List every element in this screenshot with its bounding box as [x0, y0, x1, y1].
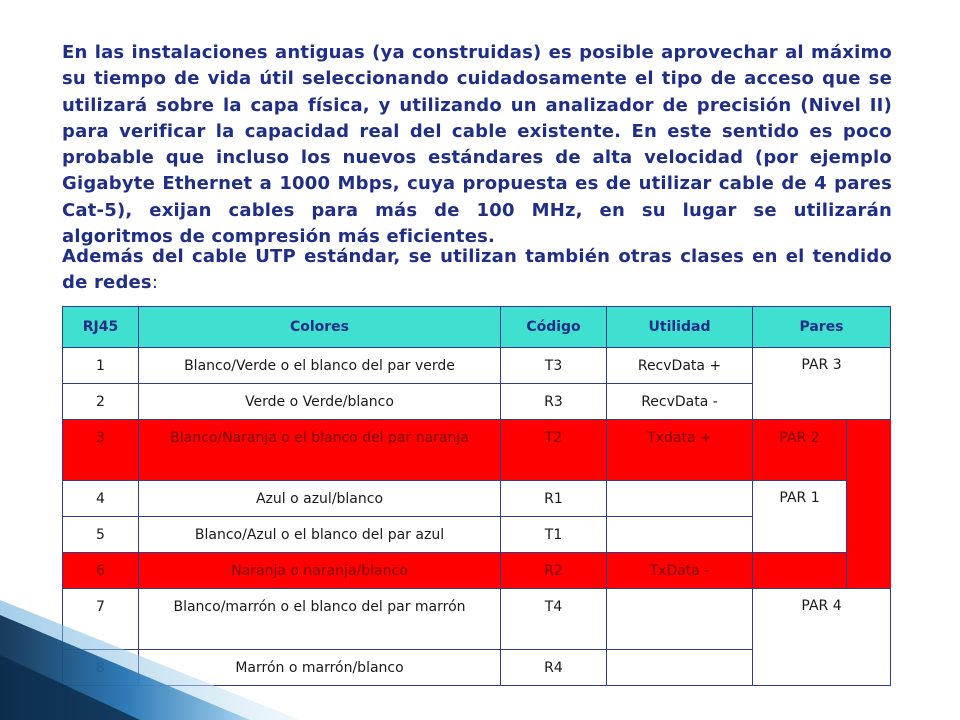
- intro-paragraph: [62, 40, 892, 250]
- cell-colores: Naranja o naranja/blanco: [139, 553, 501, 589]
- cell-colores: Verde o Verde/blanco: [139, 384, 501, 420]
- paragraph-line: Además del cable UTP estándar, se utilizan también otras clases en el tendido: [62, 246, 892, 267]
- cell-rj45: 6: [63, 553, 139, 589]
- header-pares: Pares: [753, 307, 891, 348]
- cell-utilidad: RecvData -: [607, 384, 753, 420]
- table-row: [63, 348, 891, 384]
- cell-rj45: 4: [63, 481, 139, 517]
- cell-rj45: 5: [63, 517, 139, 553]
- paragraph-line: para verificar la capacidad real del cable existente. En este sentido es poco: [62, 120, 892, 142]
- paragraph-line: utilizará sobre la capa física, y utilizando un analizador de precisión (Nivel II): [62, 94, 892, 116]
- highlight-strip: [847, 420, 891, 589]
- cell-codigo: R2: [501, 553, 607, 589]
- paragraph-line-text: de redes: [62, 272, 152, 294]
- cell-rj45: 2: [63, 384, 139, 420]
- paragraph-line: [62, 270, 892, 296]
- decorative-swoosh: [0, 560, 300, 720]
- cell-utilidad: [607, 589, 753, 650]
- paragraph-line: Cat-5), exijan cables para más de 100 MHz, en su lugar se utilizarán: [62, 199, 892, 221]
- table-header-row: [63, 307, 891, 348]
- cable-classes-paragraph: [62, 244, 892, 297]
- cell-utilidad: [607, 481, 753, 517]
- cell-codigo: T4: [501, 589, 607, 650]
- cell-codigo: R3: [501, 384, 607, 420]
- cell-rj45: 3: [63, 420, 139, 481]
- cell-rj45: 7: [63, 589, 139, 650]
- cell-utilidad: Txdata +: [607, 420, 753, 481]
- table-row-highlighted: [63, 420, 891, 481]
- cell-pares: PAR 4: [753, 589, 891, 686]
- cell-utilidad: RecvData +: [607, 348, 753, 384]
- header-codigo: Código: [501, 307, 607, 348]
- cell-codigo: R1: [501, 481, 607, 517]
- header-colores: Colores: [139, 307, 501, 348]
- cell-colores: Azul o azul/blanco: [139, 481, 501, 517]
- cell-rj45: 1: [63, 348, 139, 384]
- cell-codigo: T2: [501, 420, 607, 481]
- cell-pares-empty: [753, 553, 847, 589]
- cell-utilidad: [607, 650, 753, 686]
- cell-utilidad: TxData -: [607, 553, 753, 589]
- table-row: [63, 481, 891, 517]
- cell-pares: PAR 3: [753, 348, 891, 420]
- cell-utilidad: [607, 517, 753, 553]
- paragraph-line: probable que incluso los nuevos estándares de alta velocidad (por ejemplo: [62, 147, 892, 169]
- cell-colores: Blanco/Verde o el blanco del par verde: [139, 348, 501, 384]
- cell-codigo: T3: [501, 348, 607, 384]
- header-utilidad: Utilidad: [607, 307, 753, 348]
- cell-colores: Marrón o marrón/blanco: [139, 650, 501, 686]
- cell-colores: Blanco/Azul o el blanco del par azul: [139, 517, 501, 553]
- cell-pares: PAR 2: [753, 420, 847, 481]
- paragraph-colon: :: [151, 272, 159, 294]
- paragraph-line: Gigabyte Ethernet a 1000 Mbps, cuya propuesta es de utilizar cable de 4 pares: [62, 173, 892, 195]
- cell-colores: Blanco/marrón o el blanco del par marrón: [139, 589, 501, 650]
- cell-colores: Blanco/Naranja o el blanco del par naranja: [139, 420, 501, 481]
- cell-codigo: T1: [501, 517, 607, 553]
- cell-codigo: R4: [501, 650, 607, 686]
- header-rj45: RJ45: [63, 307, 139, 348]
- paragraph-line: su tiempo de vida útil seleccionando cuidadosamente el tipo de acceso que se: [62, 68, 892, 90]
- cell-pares: PAR 1: [753, 481, 847, 553]
- paragraph-line: En las instalaciones antiguas (ya construidas) es posible aprovechar al máximo: [62, 42, 892, 63]
- paragraph-line: algoritmos de compresión más eficientes.: [62, 226, 496, 248]
